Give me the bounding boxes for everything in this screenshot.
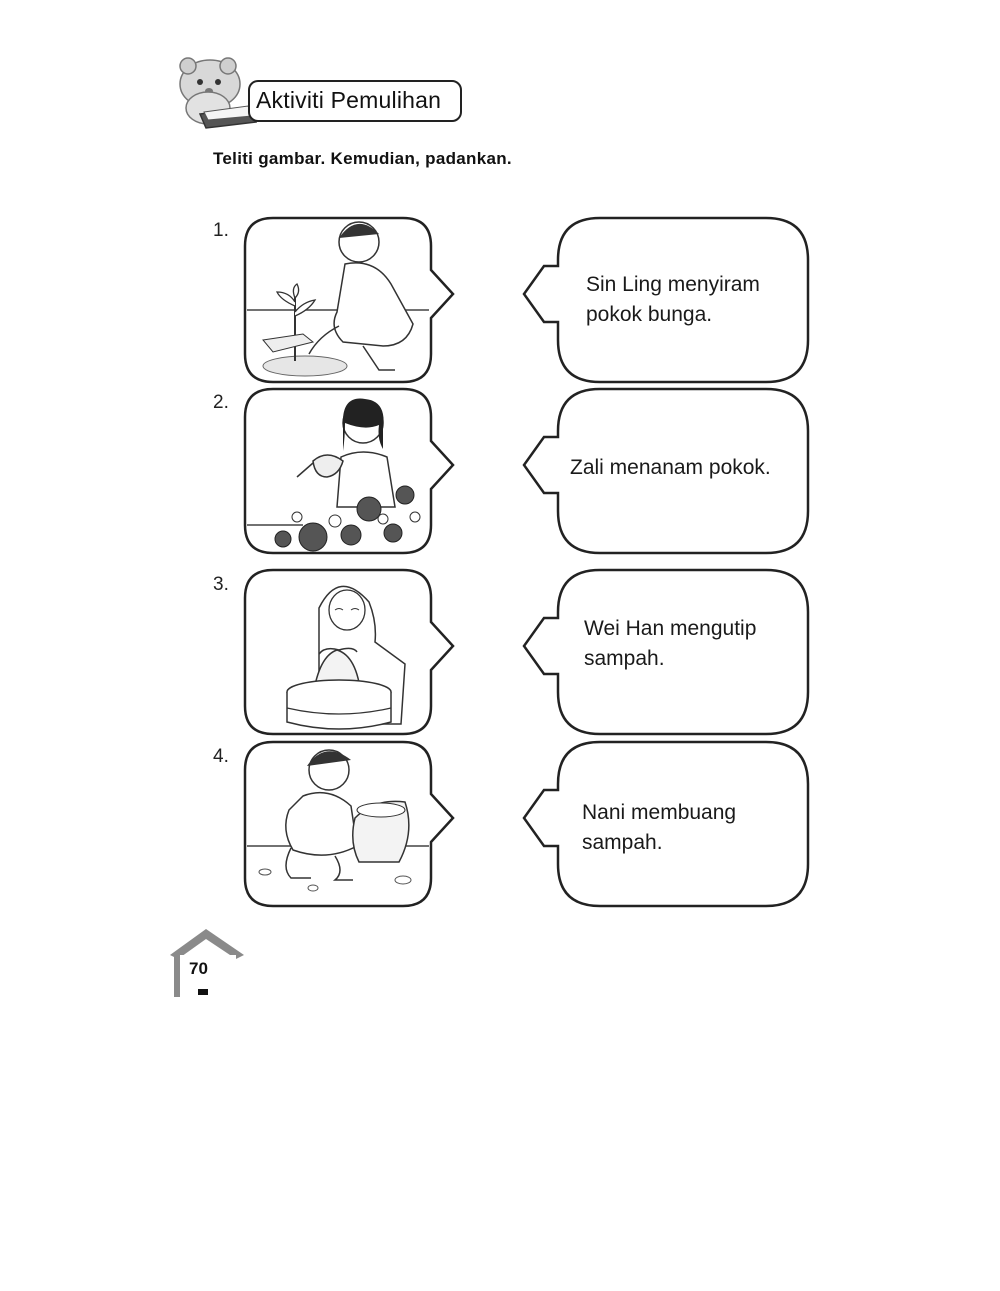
item-number: 4.	[213, 746, 229, 767]
sentence-card[interactable]	[520, 387, 810, 555]
sentence-label: Sin Ling menyiram pokok bunga.	[586, 273, 760, 326]
sentence-label: Zali menanam pokok.	[570, 456, 771, 479]
picture-card-boy-planting[interactable]	[243, 216, 463, 384]
page-title: Aktiviti Pemulihan	[256, 87, 442, 113]
sentence-card[interactable]	[520, 216, 810, 384]
picture-card-boy-rubbish[interactable]	[243, 740, 463, 908]
item-number: 1.	[213, 220, 229, 241]
sentence-card[interactable]	[520, 568, 810, 736]
picture-card-girl-watering[interactable]	[243, 387, 463, 555]
sentence-label: Nani membuang sampah.	[582, 801, 737, 854]
item-number: 3.	[213, 574, 229, 595]
picture-card-girl-trash-bag[interactable]	[243, 568, 463, 736]
sentence-card[interactable]	[520, 740, 810, 908]
instruction-text: Teliti gambar. Kemudian, padankan.	[213, 149, 512, 168]
item-number: 2.	[213, 392, 229, 413]
house-page-icon	[168, 925, 248, 1000]
page-number: 70	[189, 959, 208, 978]
sentence-label: Wei Han mengutip sampah.	[584, 617, 757, 670]
